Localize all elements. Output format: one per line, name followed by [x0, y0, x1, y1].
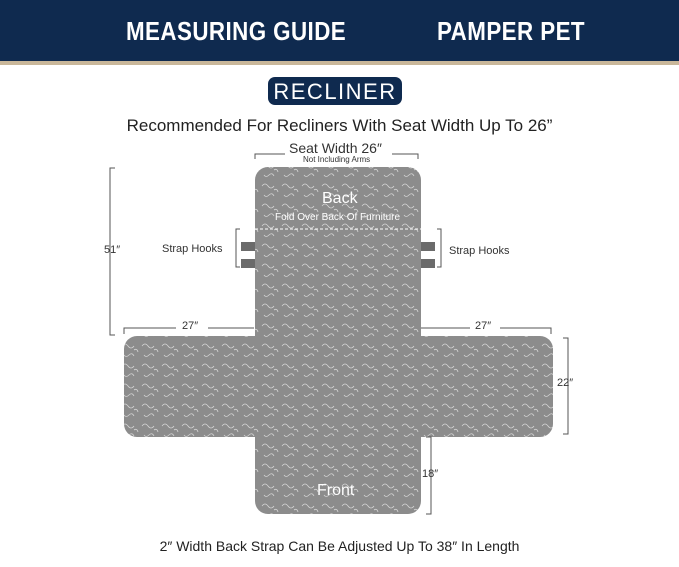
height-label: 51″	[104, 244, 121, 256]
measuring-guide-title: MEASURING GUIDE	[126, 16, 347, 46]
front-depth-label: 18″	[422, 468, 439, 480]
brand-title: PAMPER PET	[437, 16, 586, 46]
strap-hooks-left-label: Strap Hooks	[162, 243, 223, 255]
subtitle: Recommended For Recliners With Seat Width Up To 26”	[126, 116, 553, 135]
strap-hooks-right	[421, 242, 435, 268]
back-label: Back	[322, 190, 358, 207]
fold-label: Fold Over Back Of Furniture	[275, 212, 401, 223]
footer-note: 2″ Width Back Strap Can Be Adjusted Up To 38″ In Length	[159, 538, 520, 554]
seat-width-note: Not Including Arms	[303, 155, 371, 164]
arm-depth-label: 22″	[557, 377, 574, 389]
product-badge: RECLINER	[268, 77, 402, 105]
right-arm-label: 27″	[475, 320, 492, 332]
left-arm-label: 27″	[182, 320, 199, 332]
front-label: Front	[317, 482, 355, 499]
strap-hooks-left	[241, 242, 255, 268]
seat-width-label: Seat Width 26″	[289, 140, 382, 156]
strap-hooks-right-label: Strap Hooks	[449, 245, 510, 257]
